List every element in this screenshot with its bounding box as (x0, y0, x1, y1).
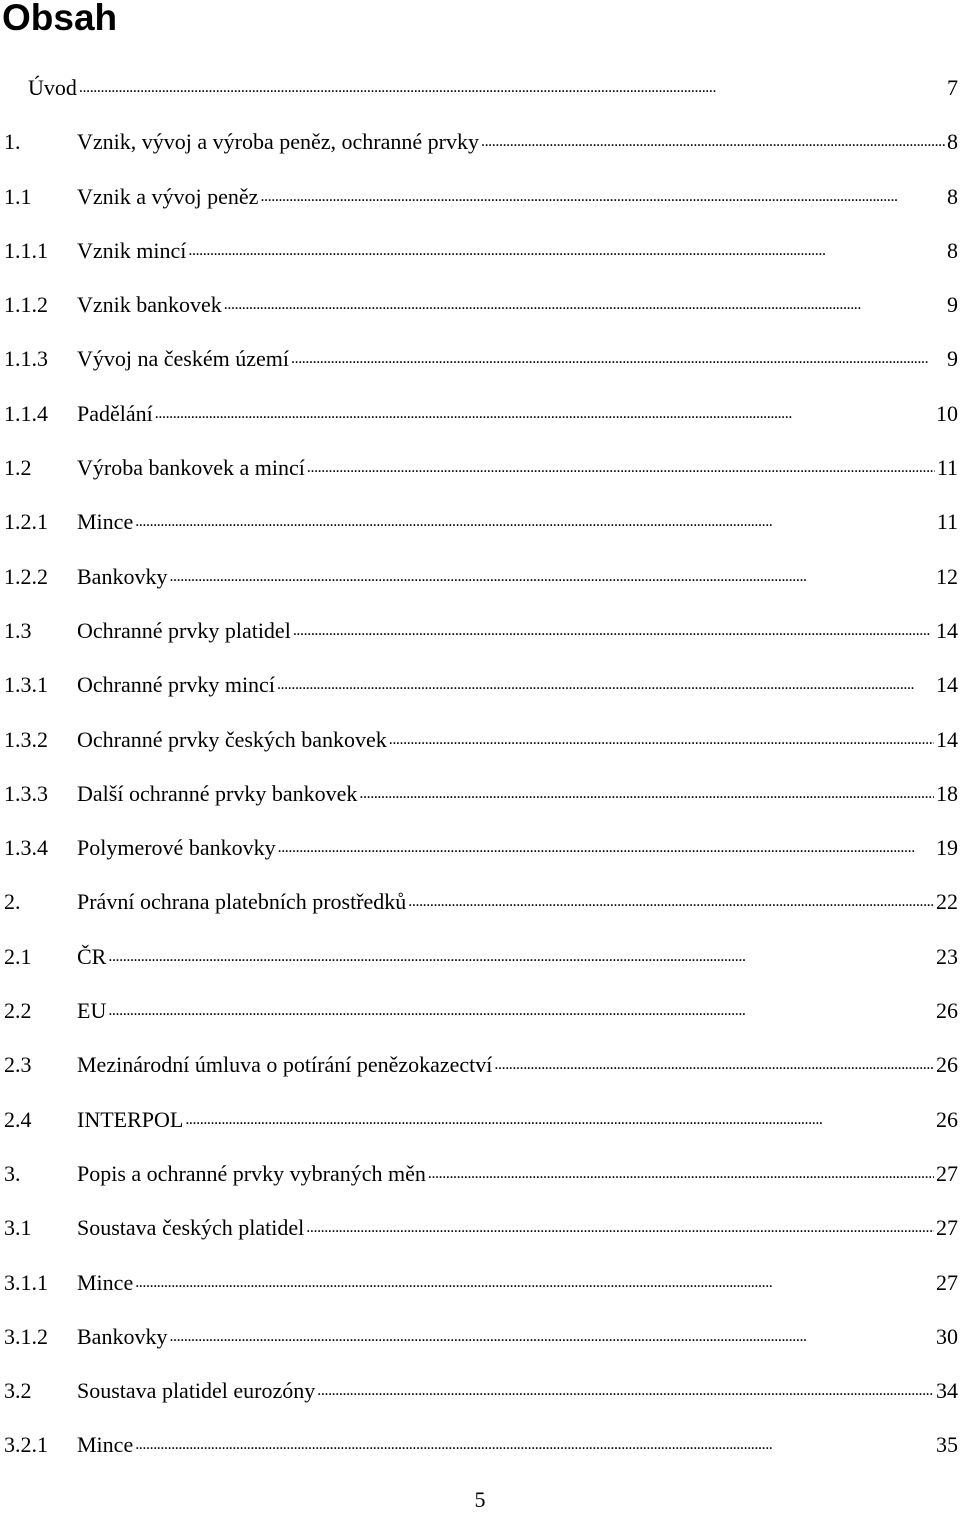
dot-leader (293, 604, 934, 658)
toc-entry-number: 1.1.2 (4, 292, 48, 318)
toc-entry[interactable] (0, 1147, 958, 1201)
toc-entry[interactable] (0, 767, 958, 821)
toc-entry-number: 3.2.1 (4, 1432, 48, 1458)
toc-entry-page[interactable]: 14 (936, 617, 958, 643)
toc-entry[interactable] (0, 604, 958, 658)
toc-entry-line (77, 441, 958, 495)
toc-entry[interactable] (0, 61, 958, 115)
toc-entry-line (77, 1256, 958, 1310)
toc-entry[interactable] (0, 550, 958, 604)
toc-entry-line (77, 278, 958, 332)
toc-entry[interactable] (0, 1256, 958, 1310)
toc-entry[interactable] (0, 984, 958, 1038)
toc-entry[interactable] (0, 495, 958, 549)
toc-entry-line (77, 930, 958, 984)
dot-leader (291, 332, 945, 386)
toc-entry-line (28, 61, 958, 115)
toc-entry-number: 1.2.2 (4, 563, 48, 589)
toc-entry-line (77, 713, 958, 767)
toc-entry-title[interactable]: Ochranné prvky českých bankovek (77, 726, 387, 752)
dot-leader (224, 278, 945, 332)
dot-leader (155, 387, 934, 441)
toc-entry-number: 1.3 (4, 617, 32, 643)
dot-leader (108, 930, 934, 984)
toc-entry-page[interactable]: 26 (936, 1052, 958, 1078)
toc-entry-number: 3.1.2 (4, 1323, 48, 1349)
toc-entry-line (77, 658, 958, 712)
dot-leader (79, 61, 945, 115)
toc-entry-title[interactable]: Další ochranné prvky bankovek (77, 780, 358, 806)
toc-entry-title[interactable]: Ochranné prvky mincí (77, 672, 275, 698)
table-of-contents (0, 61, 958, 1473)
toc-entry-page[interactable]: 26 (936, 998, 958, 1024)
dot-leader (389, 713, 934, 767)
toc-entry-page[interactable]: 14 (936, 726, 958, 752)
toc-heading: Obsah (2, 0, 118, 38)
toc-entry-line (77, 115, 958, 169)
toc-entry-line (77, 604, 958, 658)
toc-entry[interactable] (0, 332, 958, 386)
toc-entry-number: 3.1 (4, 1215, 32, 1241)
toc-entry-page[interactable]: 8 (947, 183, 958, 209)
toc-entry-line (77, 875, 958, 929)
toc-entry[interactable] (0, 278, 958, 332)
toc-entry-line (77, 224, 958, 278)
toc-entry-title[interactable]: EU (77, 998, 107, 1024)
dot-leader (277, 658, 934, 712)
toc-entry-page[interactable]: 10 (936, 400, 958, 426)
toc-entry-line (77, 1147, 958, 1201)
toc-entry-line (77, 1038, 958, 1092)
toc-entry[interactable] (0, 387, 958, 441)
toc-entry-number: 1.1.1 (4, 237, 48, 263)
toc-entry-title[interactable]: Úvod (28, 75, 77, 100)
toc-entry-title[interactable]: Vznik a vývoj peněz (77, 183, 259, 209)
toc-entry-number: 2.2 (4, 998, 32, 1024)
toc-entry-title[interactable]: Bankovky (77, 1323, 168, 1349)
toc-entry-page[interactable]: 22 (936, 889, 958, 915)
dot-leader (169, 550, 934, 604)
dot-leader (494, 1038, 934, 1092)
toc-entry-title[interactable]: Popis a ochranné prvky vybraných měn (77, 1160, 426, 1186)
toc-entry[interactable] (0, 441, 958, 495)
toc-entry-page[interactable]: 23 (936, 943, 958, 969)
toc-entry-number: 1.1.3 (4, 346, 48, 372)
toc-entry-number: 1.3.2 (4, 726, 48, 752)
toc-entry[interactable] (0, 1418, 958, 1472)
toc-entry-title[interactable]: Vývoj na českém území (77, 346, 289, 372)
page-number: 5 (474, 1487, 486, 1512)
dot-leader (135, 495, 935, 549)
toc-entry-page[interactable]: 11 (936, 455, 958, 481)
toc-entry-number: 1.2.1 (4, 509, 48, 535)
dot-leader (278, 821, 934, 875)
toc-entry-page[interactable]: 9 (947, 292, 958, 318)
toc-entry-page[interactable]: 34 (936, 1378, 958, 1404)
dot-leader (481, 115, 945, 169)
toc-entry-line (77, 1093, 958, 1147)
toc-entry-page[interactable]: 8 (947, 237, 958, 263)
toc-entry-number: 1.2 (4, 455, 32, 481)
toc-entry-line (77, 387, 958, 441)
toc-entry-number: 2.1 (4, 943, 32, 969)
toc-entry-page[interactable]: 35 (936, 1432, 958, 1458)
dot-leader (428, 1147, 934, 1201)
toc-entry-number: 1.3.1 (4, 672, 48, 698)
toc-entry[interactable] (0, 1364, 958, 1418)
dot-leader (317, 1364, 934, 1418)
toc-entry-number: 1.1 (4, 183, 32, 209)
toc-entry[interactable] (0, 1093, 958, 1147)
dot-leader (185, 1093, 934, 1147)
toc-entry-page[interactable]: 30 (936, 1323, 958, 1349)
toc-entry[interactable] (0, 224, 958, 278)
toc-entry-number: 1. (4, 129, 21, 155)
toc-entry-page[interactable]: 11 (936, 509, 958, 535)
toc-entry-number: 3.1.1 (4, 1269, 48, 1295)
toc-entry-line (77, 984, 958, 1038)
dot-leader (306, 1201, 934, 1255)
toc-entry[interactable] (0, 930, 958, 984)
toc-entry-page[interactable]: 12 (936, 563, 958, 589)
toc-entry-number: 2.4 (4, 1106, 32, 1132)
toc-entry-title[interactable]: Padělání (77, 400, 153, 426)
toc-entry[interactable] (0, 658, 958, 712)
toc-entry-title[interactable]: Mince (77, 1432, 134, 1458)
toc-entry-line (77, 495, 958, 549)
toc-entry-line (77, 332, 958, 386)
toc-entry-title[interactable]: INTERPOL (77, 1106, 184, 1132)
toc-entry-number: 3. (4, 1160, 21, 1186)
toc-entry-number: 1.3.3 (4, 780, 48, 806)
toc-entry-line (77, 1418, 958, 1472)
dot-leader (260, 170, 945, 224)
toc-entry[interactable] (0, 170, 958, 224)
toc-entry-title[interactable]: Soustava českých platidel (77, 1215, 305, 1241)
toc-entry-page[interactable]: 27 (936, 1269, 958, 1295)
toc-entry-title[interactable]: Vznik bankovek (77, 292, 222, 318)
toc-entry-title[interactable]: Vznik, vývoj a výroba peněz, ochranné prvky (77, 129, 479, 155)
dot-leader (135, 1256, 934, 1310)
toc-entry-title[interactable]: Ochranné prvky platidel (77, 617, 291, 643)
toc-entry-title[interactable]: Mezinárodní úmluva o potírání penězokazectví (77, 1052, 493, 1078)
toc-entry-page[interactable]: 19 (936, 835, 958, 861)
toc-entry-page[interactable]: 9 (947, 346, 958, 372)
toc-entry[interactable] (0, 115, 958, 169)
toc-entry[interactable] (0, 875, 958, 929)
toc-entry-line (77, 550, 958, 604)
toc-entry-line (77, 1364, 958, 1418)
dot-leader (307, 441, 935, 495)
toc-entry-title[interactable]: Vznik mincí (77, 237, 187, 263)
toc-entry-line (77, 1201, 958, 1255)
toc-entry-page[interactable]: 14 (936, 672, 958, 698)
toc-entry-page[interactable]: 27 (936, 1215, 958, 1241)
dot-leader (169, 1310, 934, 1364)
toc-entry-page[interactable]: 26 (936, 1106, 958, 1132)
toc-entry-number: 1.3.4 (4, 835, 48, 861)
toc-entry-page[interactable]: 7 (947, 75, 958, 100)
toc-entry[interactable] (0, 1201, 958, 1255)
toc-entry[interactable] (0, 1310, 958, 1364)
toc-entry-title[interactable]: Právní ochrana platebních prostředků (77, 889, 407, 915)
dot-leader (408, 875, 934, 929)
toc-entry[interactable] (0, 713, 958, 767)
toc-entry-number: 2. (4, 889, 21, 915)
toc-entry-title[interactable]: Bankovky (77, 563, 168, 589)
toc-entry-line (77, 1310, 958, 1364)
dot-leader (108, 984, 934, 1038)
toc-entry-page[interactable]: 18 (936, 780, 958, 806)
toc-entry-line (77, 767, 958, 821)
toc-entry-line (77, 821, 958, 875)
toc-entry-title[interactable]: Mince (77, 509, 134, 535)
toc-entry-line (77, 170, 958, 224)
toc-entry-page[interactable]: 8 (947, 129, 958, 155)
toc-entry-page[interactable]: 27 (936, 1160, 958, 1186)
toc-entry-title[interactable]: Mince (77, 1269, 134, 1295)
dot-leader (135, 1418, 934, 1472)
toc-entry-title[interactable]: Výroba bankovek a mincí (77, 455, 305, 481)
toc-entry[interactable] (0, 821, 958, 875)
dot-leader (188, 224, 945, 278)
toc-entry-title[interactable]: ČR (77, 943, 107, 969)
dot-leader (359, 767, 934, 821)
toc-entry-number: 3.2 (4, 1378, 32, 1404)
toc-entry-title[interactable]: Polymerové bankovky (77, 835, 276, 861)
toc-entry-title[interactable]: Soustava platidel eurozóny (77, 1378, 316, 1404)
toc-entry[interactable] (0, 1038, 958, 1092)
toc-entry-number: 1.1.4 (4, 400, 48, 426)
toc-entry-number: 2.3 (4, 1052, 32, 1078)
